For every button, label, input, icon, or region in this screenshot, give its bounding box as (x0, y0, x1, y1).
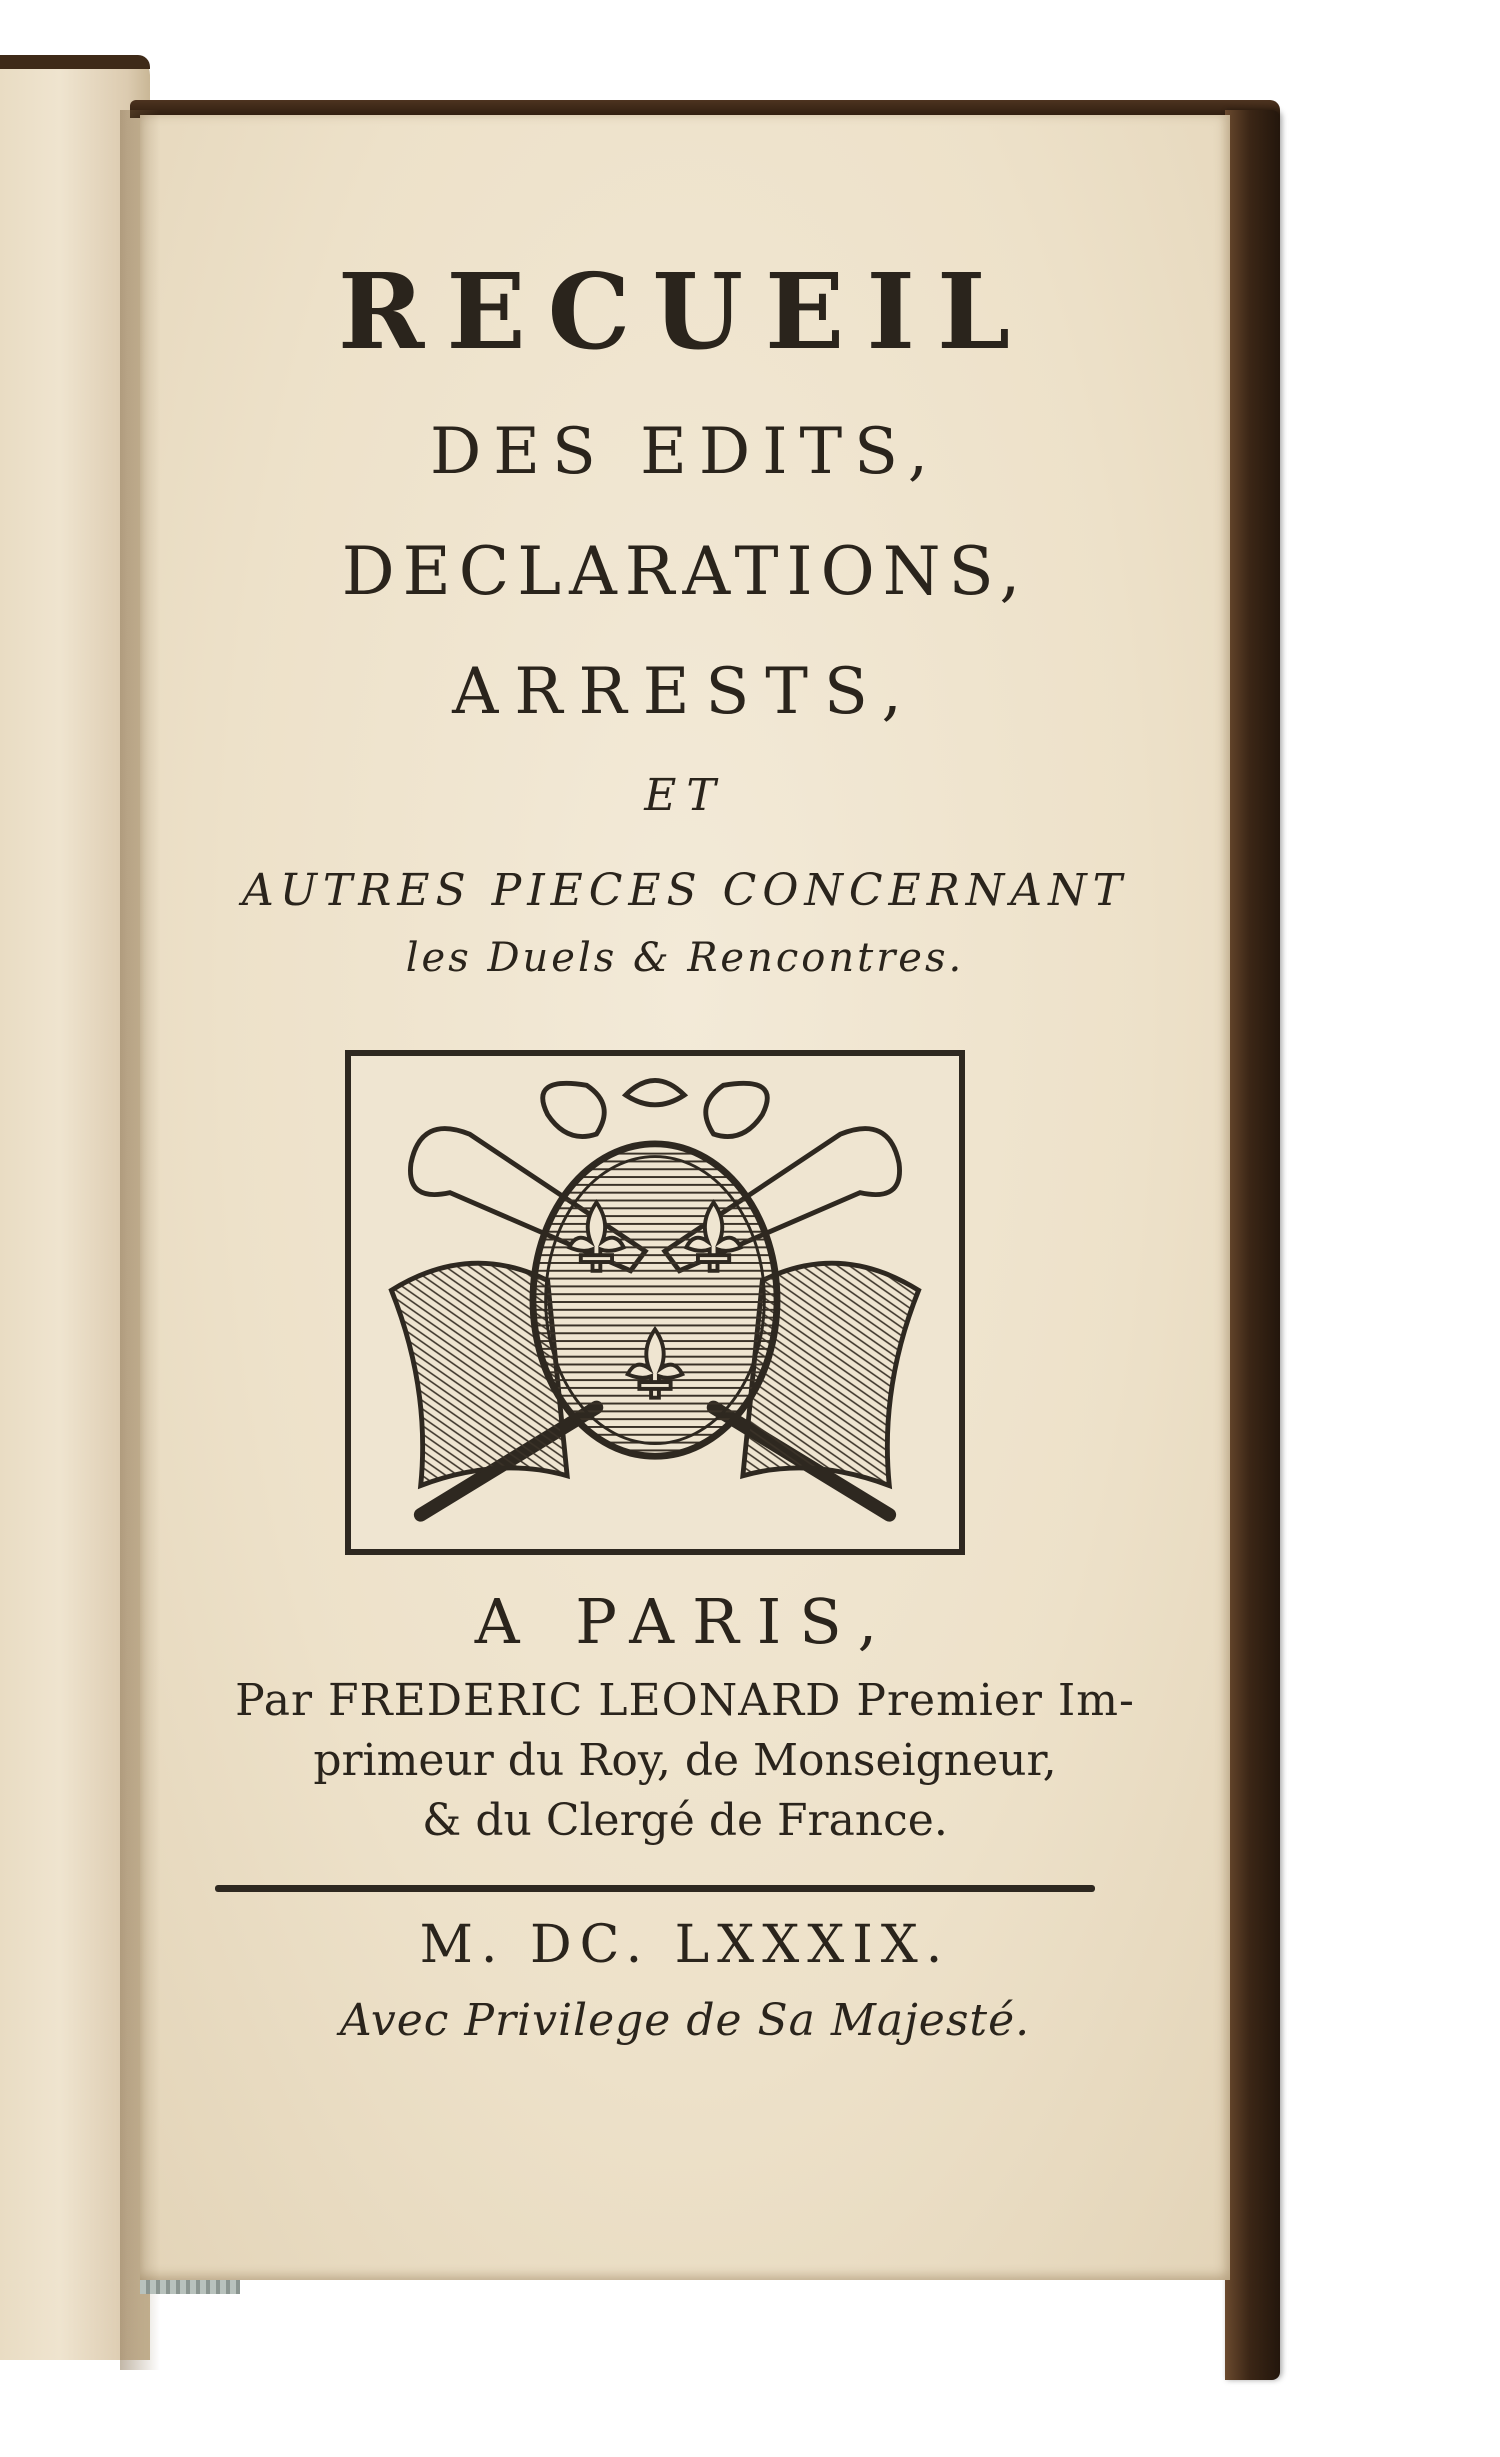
title-line-7: les Duels & Rencontres. (405, 935, 965, 981)
cover-fore-edge (1225, 110, 1280, 2380)
divider-rule (215, 1885, 1095, 1892)
imprint-printer-line-2: primeur du Roy, de Monseigneur, (313, 1735, 1057, 1786)
imprint-printer-line-1: Par FREDERIC LEONARD Premier Im- (235, 1675, 1135, 1726)
imprint-year: M. DC. LXXXIX. (419, 1915, 951, 1975)
gutter-shadow (120, 110, 160, 2370)
imprint-printer-line-3: & du Clergé de France. (422, 1795, 948, 1846)
privilege-line: Avec Privilege de Sa Majesté. (339, 1995, 1031, 2046)
title-line-3: DECLARATIONS, (341, 533, 1029, 610)
book-title: RECUEIL (337, 250, 1033, 373)
title-line-2: DES EDITS, (429, 415, 941, 489)
headband (140, 2280, 240, 2294)
facing-cover-edge (0, 55, 150, 69)
imprint-city: A PARIS, (474, 1585, 896, 1658)
title-line-4: ARRESTS, (452, 655, 918, 729)
title-page (140, 115, 1230, 2280)
title-line-6: AUTRES PIECES CONCERNANT (242, 865, 1128, 916)
royal-arms-fleur-de-lis-icon (345, 1050, 965, 1555)
title-line-5: ET (644, 770, 726, 821)
